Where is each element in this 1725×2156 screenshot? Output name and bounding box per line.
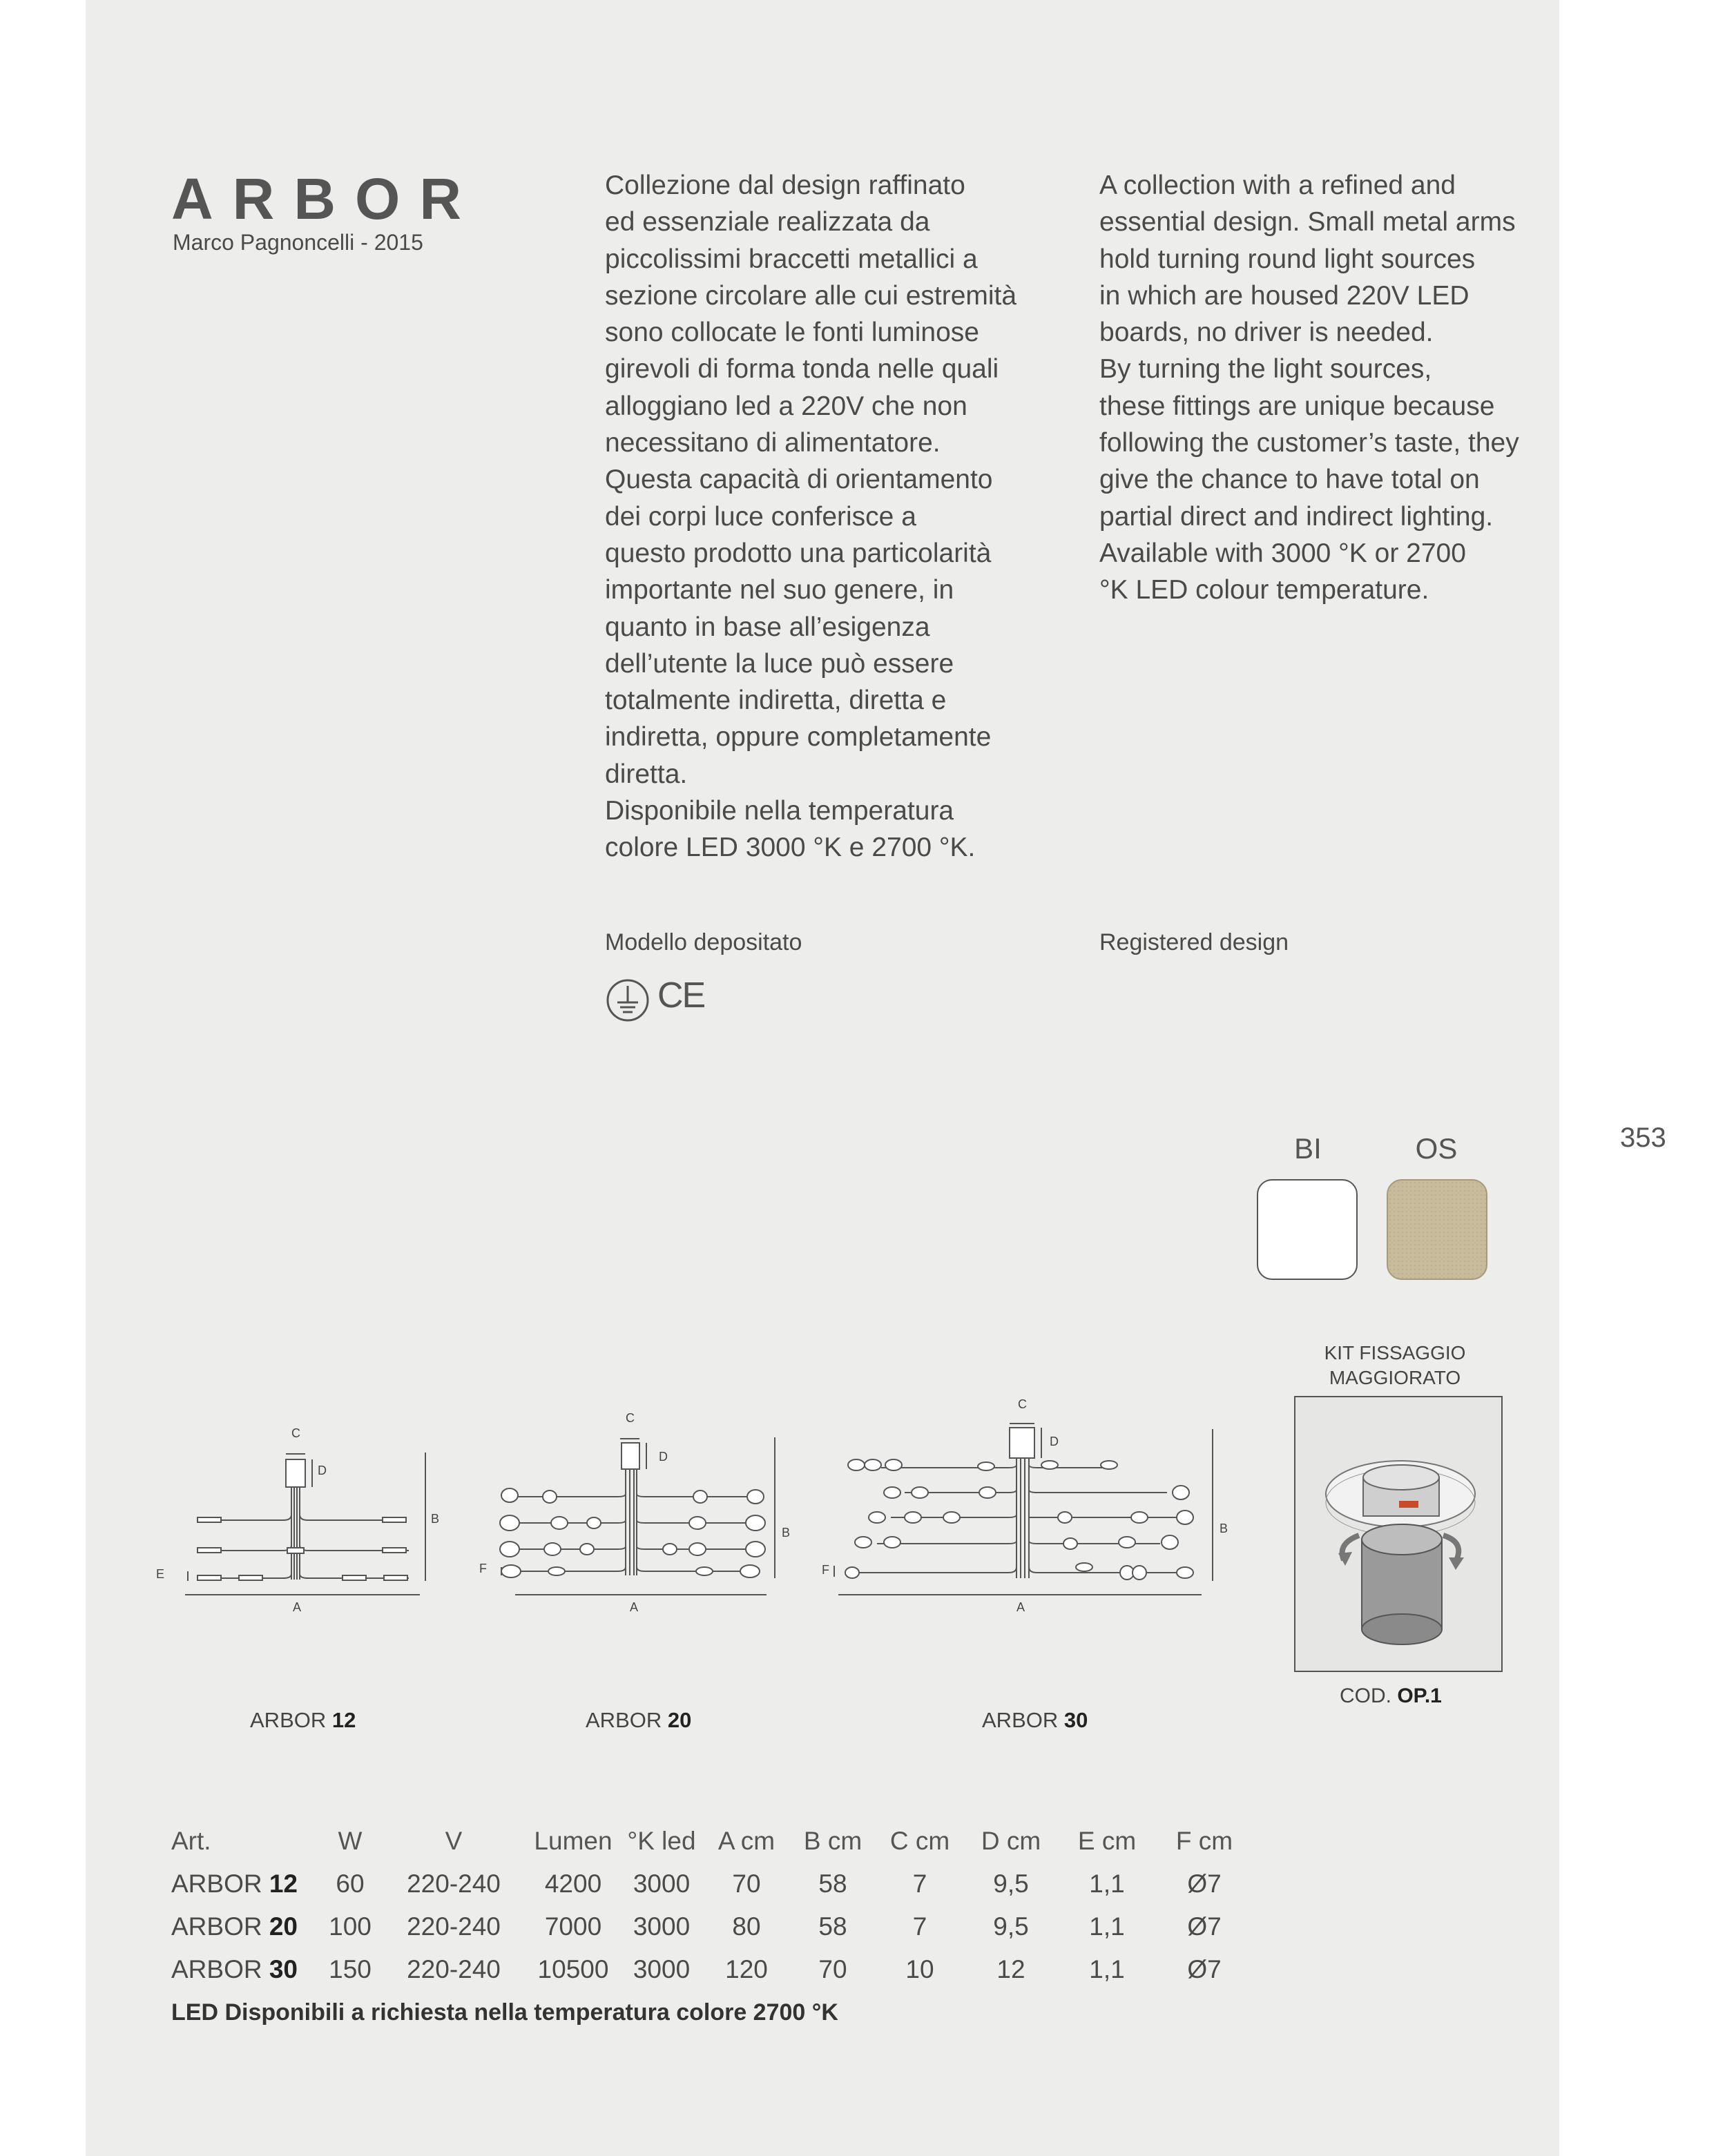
dim-label-a-20: A (630, 1600, 639, 1614)
earth-ground-icon (605, 978, 653, 1023)
cell-f: Ø7 (1187, 1912, 1222, 1941)
designer-credit: Marco Pagnoncelli - 2015 (173, 230, 423, 255)
availability-note: LED Disponibili a richiesta nella temperatura colore 2700 °K (171, 1999, 838, 2026)
header-f: F cm (1175, 1827, 1233, 1855)
page-number: 353 (1620, 1123, 1666, 1153)
dim-label-e-12: E (156, 1567, 165, 1581)
dim-label-b-12: B (431, 1512, 440, 1526)
row-art: ARBOR 12 (171, 1869, 298, 1898)
cell-d: 9,5 (993, 1869, 1029, 1898)
dim-label-c-20: C (626, 1411, 635, 1425)
cell-e: 1,1 (1089, 1912, 1125, 1941)
cell-v: 220-240 (407, 1912, 501, 1941)
cell-lumen: 4200 (544, 1869, 602, 1898)
kit-title-line1: KIT FISSAGGIO (1324, 1342, 1466, 1363)
header-a: A cm (717, 1827, 775, 1855)
header-b: B cm (803, 1827, 862, 1855)
dim-label-b-20: B (782, 1526, 791, 1540)
dim-label-a-30: A (1016, 1600, 1025, 1614)
dim-label-d-20: D (659, 1450, 668, 1464)
cell-d: 9,5 (993, 1912, 1029, 1941)
header-k: °K led (627, 1827, 696, 1855)
spec-table-header (171, 1820, 1253, 1863)
description-english: A collection with a refined and essential design. Small metal arms hold turning round light sources in which are housed 220V LED boards, no driver is needed. By turning the light sources, these fittings are unique because following the customer’s taste, they give the chance to have total on partial direct and indirect lighting. Available with 3000 °K or 2700 °K LED colour temperature. (1099, 171, 1519, 605)
kit-code-value: OP.1 (1397, 1684, 1442, 1707)
cell-a: 120 (725, 1955, 768, 1983)
cell-k: 3000 (633, 1912, 691, 1941)
model-label-arbor-12: ARBOR 12 (250, 1708, 356, 1732)
header-e: E cm (1077, 1827, 1137, 1855)
kit-title-line2: MAGGIORATO (1329, 1367, 1461, 1388)
description-italian: Collezione dal design raffinato ed essenziale realizzata da piccolissimi braccetti metallici a sezione circolare alle cui estremità sono collocate le fonti luminose girevoli di forma tonda nelle quali alloggiano led a 220V che non necessitano di alimentatore. Questa capacità di orientamento dei corpi luce conferisce a questo prodotto una particolarità importante nel suo genere, in quanto in base all’esigenza dell’utente la luce può essere totalmente indiretta, diretta e indiretta, oppure completamente diretta. Disponibile nella temperatura colore LED 3000 °K e 2700 °K. (605, 171, 1017, 863)
cell-c: 10 (905, 1955, 934, 1983)
cell-c: 7 (912, 1869, 927, 1898)
cell-w: 100 (329, 1912, 372, 1941)
model-label-arbor-30: ARBOR 30 (982, 1708, 1088, 1732)
cell-v: 220-240 (407, 1955, 501, 1983)
cell-f: Ø7 (1187, 1955, 1222, 1983)
cell-a: 70 (732, 1869, 761, 1898)
cell-w: 60 (336, 1869, 365, 1898)
header-d: D cm (981, 1827, 1041, 1855)
row-art: ARBOR 30 (171, 1955, 298, 1983)
cell-k: 3000 (633, 1869, 691, 1898)
dim-label-d-12: D (318, 1464, 327, 1477)
table-row (171, 1863, 1253, 1905)
cell-lumen: 10500 (537, 1955, 609, 1983)
kit-image (1294, 1396, 1503, 1672)
cell-k: 3000 (633, 1955, 691, 1983)
kit-code-prefix: COD. (1340, 1684, 1391, 1707)
dim-label-d-30: D (1050, 1435, 1059, 1448)
cell-e: 1,1 (1089, 1955, 1125, 1983)
technical-drawings (145, 1395, 1250, 1684)
dim-label-c-12: C (291, 1426, 300, 1440)
product-title: ARBOR (171, 166, 481, 231)
dim-label-f-30: F (822, 1563, 829, 1577)
cell-b: 58 (818, 1869, 847, 1898)
drawing-arbor-30 (834, 1424, 1213, 1595)
header-art: Art. (171, 1827, 211, 1855)
dim-label-f-20: F (479, 1562, 487, 1575)
cell-lumen: 7000 (544, 1912, 602, 1941)
finish-swatch-gold[interactable] (1387, 1179, 1487, 1280)
drawing-arbor-12 (185, 1453, 425, 1595)
registered-design-label-it: Modello depositato (605, 929, 802, 955)
spec-table (171, 1820, 1253, 1991)
header-c: C cm (889, 1827, 950, 1855)
cell-w: 150 (329, 1955, 372, 1983)
cell-b: 58 (818, 1912, 847, 1941)
cell-f: Ø7 (1187, 1869, 1222, 1898)
kit-title (1312, 1341, 1478, 1390)
dim-label-b-30: B (1220, 1522, 1228, 1535)
dim-label-c-30: C (1018, 1397, 1027, 1411)
finish-label-bi: BI (1294, 1132, 1322, 1165)
cell-d: 12 (996, 1955, 1025, 1983)
kit-code (1340, 1684, 1442, 1708)
cell-e: 1,1 (1089, 1869, 1125, 1898)
drawing-arbor-20 (500, 1437, 775, 1595)
cell-v: 220-240 (407, 1869, 501, 1898)
ce-mark-icon: CE (657, 975, 705, 1016)
cell-a: 80 (732, 1912, 761, 1941)
registered-design-label-en: Registered design (1099, 929, 1289, 955)
finish-swatch-white[interactable] (1257, 1179, 1358, 1280)
table-row (171, 1948, 1253, 1991)
header-w: W (338, 1827, 363, 1855)
cell-c: 7 (912, 1912, 927, 1941)
row-art: ARBOR 20 (171, 1912, 298, 1941)
dim-label-a-12: A (293, 1600, 302, 1614)
header-lumen: Lumen (534, 1827, 613, 1855)
table-row (171, 1905, 1253, 1948)
cell-b: 70 (818, 1955, 847, 1983)
header-v: V (445, 1827, 463, 1855)
finish-label-os: OS (1415, 1132, 1458, 1165)
model-label-arbor-20: ARBOR 20 (586, 1708, 692, 1732)
